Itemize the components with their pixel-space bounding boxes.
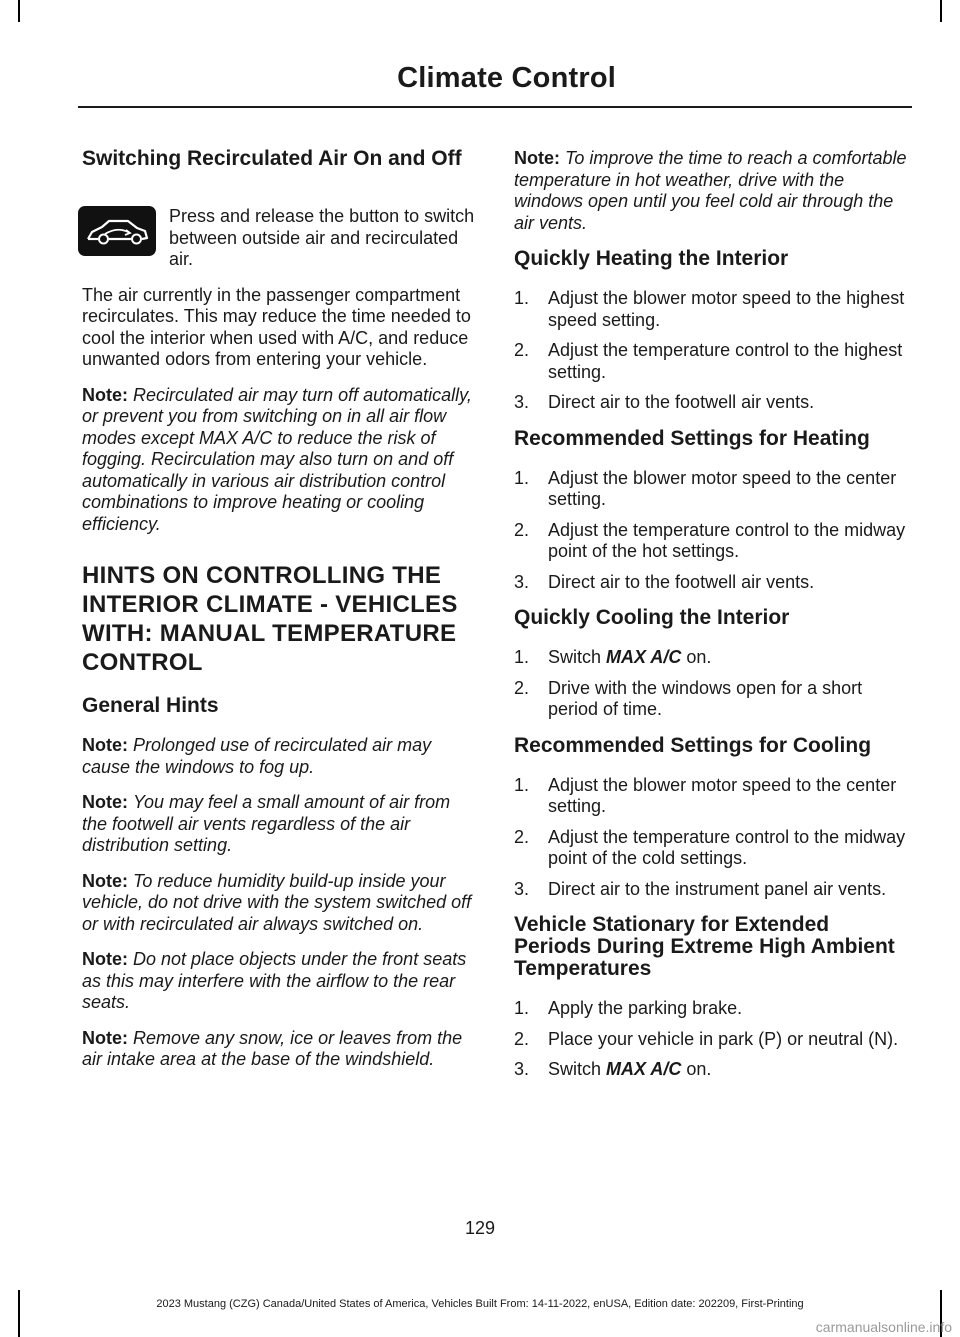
step-number: 2. (514, 1028, 530, 1049)
footer-edition-info: 2023 Mustang (CZG) Canada/United States of America, Vehicles Built From: 14-11-2022, enUSA, Edition date: 202209, First-Printing (156, 1298, 804, 1310)
step-text: Direct air to the footwell air vents. (548, 571, 815, 592)
step-number: 1. (514, 998, 530, 1018)
note (82, 1028, 477, 1071)
list-item (514, 647, 909, 669)
list-item (514, 775, 909, 818)
step-number: 3. (514, 878, 530, 899)
step-text: Adjust the blower motor speed to the center setting. (548, 774, 897, 816)
step-text-post: on. (686, 647, 712, 667)
step-text: Place your vehicle in park (P) or neutral (N). (548, 1028, 899, 1049)
step-text (548, 1059, 909, 1081)
note-label: Note: (82, 384, 128, 405)
note (82, 735, 477, 778)
steps-list (514, 288, 909, 414)
list-item (514, 1059, 909, 1081)
steps-list (514, 775, 909, 901)
list-item (514, 678, 909, 721)
step-number: 3. (514, 1059, 530, 1079)
note-text: Do not place objects under the front seats as this may interfere with the airflow to the rear seats. (82, 949, 467, 1012)
step-text: Adjust the blower motor speed to the highest speed setting. (548, 288, 905, 330)
step-text: Direct air to the instrument panel air vents. (548, 878, 887, 899)
step-number: 3. (514, 392, 530, 412)
section-heading-vehicle-stationary: Vehicle Stationary for Extended Periods During Extreme High Ambient Temperatures (514, 913, 895, 980)
step-text-pre: Switch (548, 647, 602, 667)
step-number: 2. (514, 340, 530, 360)
recirculated-air-description: Press and release the button to switch between outside air and recirculated air. (169, 206, 475, 269)
max-ac-label: MAX A/C (606, 647, 682, 667)
note-text: Recirculated air may turn off automatically, or prevent you from switching on in all air flow modes except MAX A/C to reduce the risk of fogging. Recirculation may also turn on and off automatically in various air distribution control combinations to improve heating or cooling efficiency. (82, 384, 472, 534)
list-item (514, 288, 909, 331)
step-text: Drive with the windows open for a short period of time. (548, 677, 863, 719)
step-number: 1. (514, 288, 530, 308)
step-text: Apply the parking brake. (548, 998, 743, 1018)
section-heading-quickly-heating: Quickly Heating the Interior (514, 247, 789, 270)
section-heading-cooling-settings: Recommended Settings for Cooling (514, 733, 872, 757)
step-number: 1. (514, 774, 530, 795)
section-heading-heating-settings: Recommended Settings for Heating (514, 426, 870, 450)
note (514, 148, 909, 234)
header-divider (78, 106, 912, 108)
step-number: 2. (514, 519, 530, 540)
section-heading-hints: HINTS ON CONTROLLING THE INTERIOR CLIMATE - VEHICLES WITH: MANUAL TEMPERATURE CONTROL (82, 562, 458, 676)
step-text: Adjust the blower motor speed to the center setting. (548, 467, 897, 509)
step-number: 1. (514, 647, 530, 667)
list-item (514, 998, 909, 1020)
left-column (82, 148, 477, 1085)
step-text: Adjust the temperature control to the highest setting. (548, 340, 903, 382)
subsection-heading-general-hints: General Hints (82, 694, 219, 717)
note-label: Note: (514, 148, 560, 168)
crop-mark (940, 0, 942, 22)
list-item (514, 879, 909, 901)
list-item (514, 572, 909, 594)
step-number: 2. (514, 677, 530, 698)
steps-list (514, 468, 909, 594)
list-item (514, 827, 909, 870)
note (82, 792, 477, 857)
note-text: You may feel a small amount of air from the footwell air vents regardless of the air distribution setting. (82, 792, 451, 855)
note-label: Note: (82, 735, 128, 755)
paragraph: The air currently in the passenger compartment recirculates. This may reduce the time needed to cool the interior when used with A/C, and reduce unwanted odors from entering your vehicle. (82, 284, 471, 369)
step-number: 2. (514, 826, 530, 847)
watermark: carmanualsonline.info (815, 1319, 952, 1335)
note (82, 871, 477, 936)
list-item (514, 392, 909, 414)
step-text: Adjust the temperature control to the midway point of the cold settings. (548, 826, 906, 868)
step-text-pre: Switch (548, 1059, 602, 1079)
note-text: Remove any snow, ice or leaves from the air intake area at the base of the windshield. (82, 1027, 463, 1069)
section-heading-recirculated-air: Switching Recirculated Air On and Off (82, 147, 462, 170)
page-number: 129 (464, 1218, 496, 1238)
page-title: Climate Control (397, 62, 616, 94)
note-label: Note: (82, 792, 128, 812)
step-number: 1. (514, 467, 530, 488)
section-heading-quickly-cooling: Quickly Cooling the Interior (514, 606, 790, 629)
note-text: To improve the time to reach a comfortable temperature in hot weather, drive with the windows open until you feel cold air through the air vents. (514, 148, 907, 233)
step-text-post: on. (686, 1059, 712, 1079)
list-item (514, 468, 909, 511)
note-label: Note: (82, 949, 128, 969)
step-text: Adjust the temperature control to the midway point of the hot settings. (548, 519, 906, 561)
note-label: Note: (82, 1027, 128, 1048)
step-number: 3. (514, 571, 530, 592)
note-text: To reduce humidity build-up inside your vehicle, do not drive with the system switched off or with recirculated air always switched on. (82, 870, 472, 934)
list-item (514, 340, 909, 383)
note (82, 385, 477, 536)
step-text (548, 647, 909, 669)
crop-mark (18, 0, 20, 22)
recirculated-air-icon (78, 206, 156, 256)
note (82, 949, 477, 1014)
right-column (514, 148, 909, 1095)
steps-list (514, 647, 909, 721)
note-text: Prolonged use of recirculated air may cause the windows to fog up. (82, 735, 432, 777)
note-label: Note: (82, 870, 128, 891)
max-ac-label: MAX A/C (606, 1059, 682, 1079)
list-item (514, 520, 909, 563)
step-text: Direct air to the footwell air vents. (548, 392, 815, 412)
steps-list (514, 998, 909, 1081)
list-item (514, 1029, 909, 1051)
